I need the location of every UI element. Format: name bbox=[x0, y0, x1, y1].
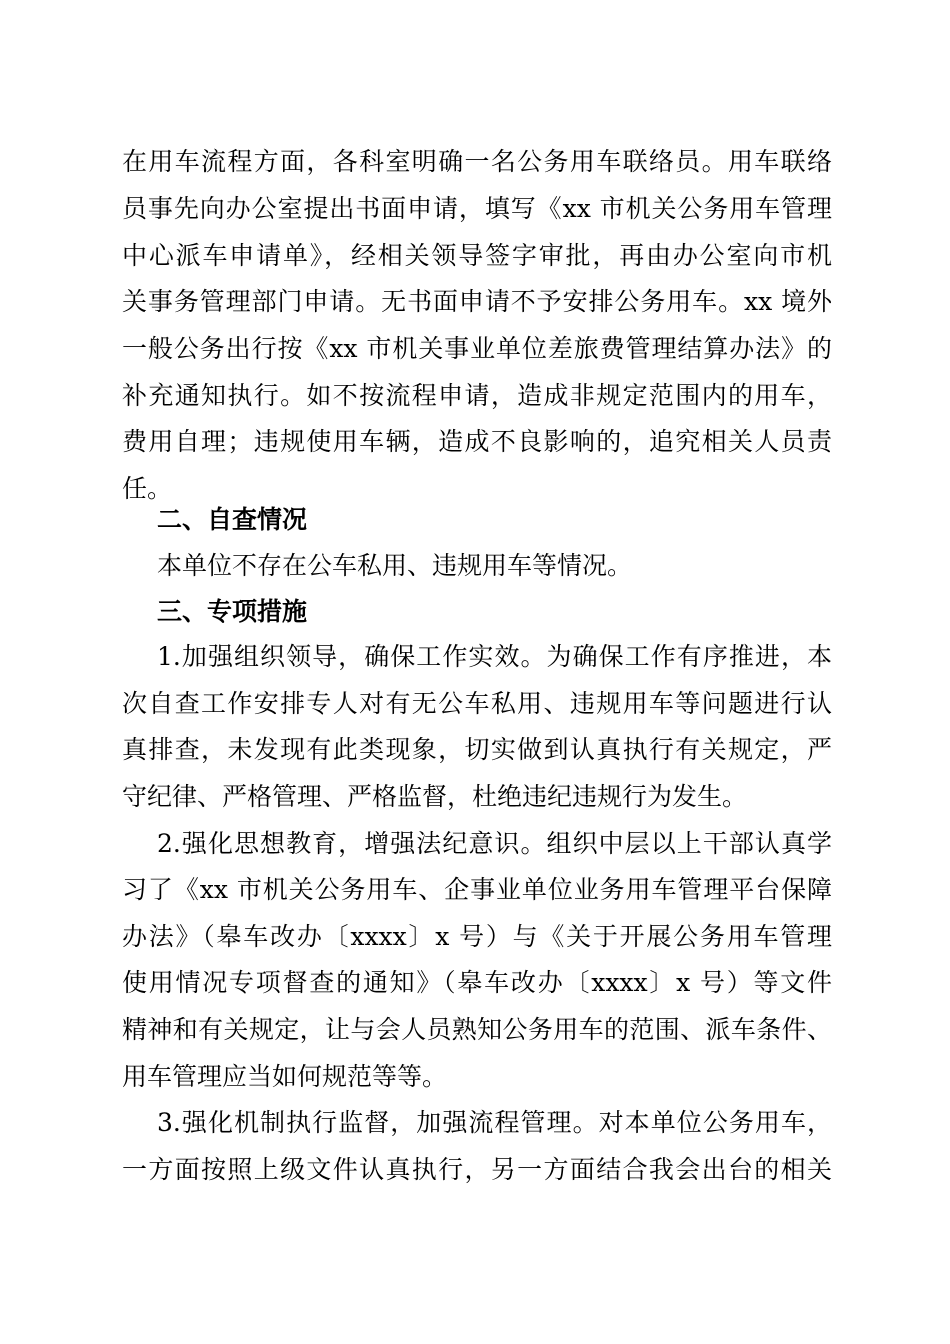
paragraph-line: 办法》（皋车改办〔xxxx〕x 号）与《关于开展公务用车管理 bbox=[122, 922, 832, 951]
paragraph-line: 中心派车申请单》，经相关领导签字审批，再由办公室向市机 bbox=[122, 241, 832, 270]
paragraph-line: 在用车流程方面，各科室明确一名公务用车联络员。用车联络 bbox=[122, 147, 832, 176]
paragraph-line: 2.强化思想教育，增强法纪意识。组织中层以上干部认真学 bbox=[157, 829, 832, 858]
paragraph-line: 真排查，未发现有此类现象，切实做到认真执行有关规定，严 bbox=[122, 735, 832, 764]
paragraph-line: 1.加强组织领导，确保工作实效。为确保工作有序推进，本 bbox=[157, 642, 832, 671]
paragraph-line: 守纪律、严格管理、严格监督，杜绝违纪违规行为发生。 bbox=[122, 782, 748, 811]
paragraph-line: 一方面按照上级文件认真执行，另一方面结合我会出台的相关 bbox=[122, 1155, 832, 1184]
paragraph-line: 用车管理应当如何规范等等。 bbox=[122, 1062, 448, 1091]
paragraph-line: 精神和有关规定，让与会人员熟知公务用车的范围、派车条件、 bbox=[122, 1015, 832, 1044]
paragraph-line: 3.强化机制执行监督，加强流程管理。对本单位公务用车， bbox=[157, 1108, 832, 1137]
paragraph-line: 任。 bbox=[122, 474, 173, 503]
paragraph-line: 费用自理；违规使用车辆，造成不良影响的，追究相关人员责 bbox=[122, 427, 832, 456]
paragraph-line: 使用情况专项督查的通知》（皋车改办〔xxxx〕x 号）等文件 bbox=[122, 968, 832, 997]
paragraph-line: 员事先向办公室提出书面申请，填写《xx 市机关公务用车管理 bbox=[122, 194, 832, 223]
paragraph-line: 补充通知执行。如不按流程申请，造成非规定范围内的用车， bbox=[122, 381, 832, 410]
paragraph-line: 一般公务出行按《xx 市机关事业单位差旅费管理结算办法》的 bbox=[122, 334, 832, 363]
paragraph-line: 关事务管理部门申请。无书面申请不予安排公务用车。xx 境外 bbox=[122, 287, 832, 316]
paragraph-line: 习了《xx 市机关公务用车、企事业单位业务用车管理平台保障 bbox=[122, 875, 832, 904]
paragraph-line: 次自查工作安排专人对有无公车私用、违规用车等问题进行认 bbox=[122, 689, 832, 718]
paragraph-line: 本单位不存在公车私用、违规用车等情况。 bbox=[157, 551, 633, 580]
section-heading-self-check: 二、自查情况 bbox=[157, 505, 308, 534]
section-heading-measures: 三、专项措施 bbox=[157, 597, 308, 626]
